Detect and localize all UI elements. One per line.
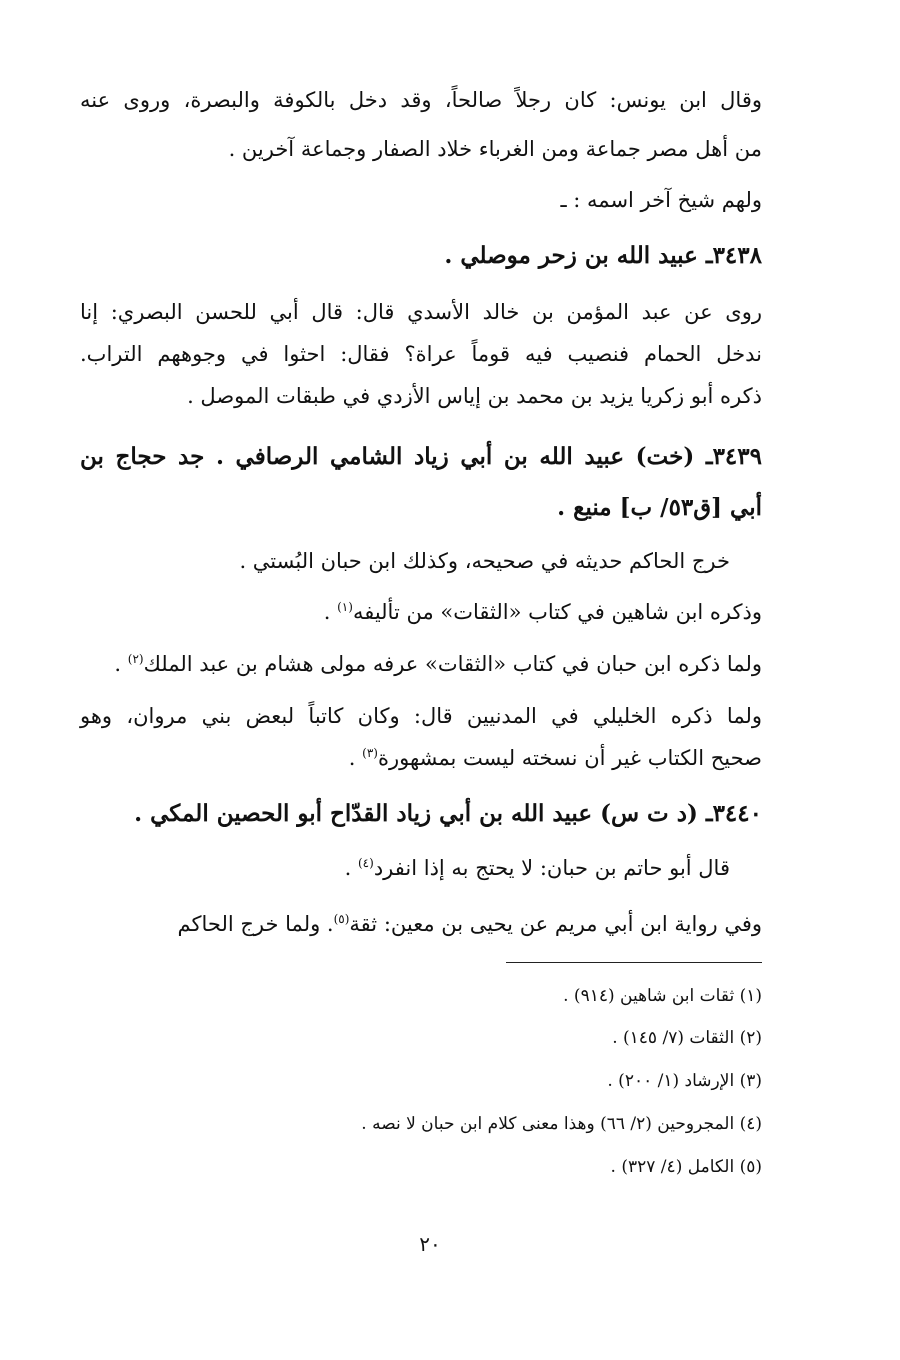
- text-line-12-body: قال أبو حاتم بن حبان: لا يحتج به إذا انفرد: [373, 856, 730, 880]
- footnote-ref-1: (١): [337, 600, 353, 614]
- text-line-9-end: .: [114, 652, 128, 676]
- footnote-ref-3: (٣): [362, 746, 378, 760]
- text-line-12: [80, 852, 730, 884]
- text-line-7: خرج الحاكم حديثه في صحيحه، وكذلك ابن حبان البُستي .: [239, 549, 730, 573]
- text-line-5: ندخل الحمام فنصيب فيه قوماً عراة؟ فقال: احثوا في وجوههم التراب.: [80, 342, 762, 366]
- text-line-10: ولما ذكره الخليلي في المدنيين قال: وكان كاتباً لبعض بني مروان، وهو: [80, 704, 762, 728]
- page-number: ٢٠: [419, 1232, 441, 1256]
- footnote-1: (١) ثقات ابن شاهين (٩١٤) .: [563, 986, 762, 1006]
- text-line-11-body: صحيح الكتاب غير أن نسخته ليست بمشهورة: [377, 746, 762, 770]
- footnote-separator: [506, 962, 762, 963]
- footnote-ref-2: (٢): [127, 652, 144, 666]
- entry-heading-3439-line2: أبي [ق٥٣/ ب] منيع .: [557, 494, 762, 521]
- text-line-13-end: . ولما خرج الحاكم: [177, 912, 334, 936]
- footnote-ref-5: (٥): [333, 912, 350, 926]
- footnote-5: (٥) الكامل (٤/ ٣٢٧) .: [610, 1157, 762, 1177]
- text-line-12-end: .: [344, 856, 358, 880]
- text-line-13-body: وفي رواية ابن أبي مريم عن يحيى بن معين: ثقة: [349, 912, 762, 936]
- entry-heading-3439-line1: ٣٤٣٩ـ (خت) عبيد الله بن أبي زياد الشامي الرصافي . جد حجاج بن: [80, 443, 762, 470]
- footnote-2: (٢) الثقات (٧/ ١٤٥) .: [612, 1028, 762, 1048]
- text-line-9: [80, 648, 762, 680]
- text-line-2: من أهل مصر جماعة ومن الغرباء خلاد الصفار وجماعة آخرين .: [228, 137, 762, 161]
- footnote-ref-4: (٤): [357, 856, 374, 870]
- text-line-11: [80, 742, 762, 774]
- entry-heading-3438: ٣٤٣٨ـ عبيد الله بن زحر موصلي .: [444, 242, 762, 269]
- text-line-8: [80, 596, 762, 628]
- text-line-3: ولهم شيخ آخر اسمه : ـ: [560, 188, 762, 212]
- text-line-8-body: وذكره ابن شاهين في كتاب «الثقات» من تأليفه: [352, 600, 762, 624]
- text-line-11-end: .: [348, 746, 363, 770]
- text-line-9-body: ولما ذكره ابن حبان في كتاب «الثقات» عرفه مولى هشام بن عبد الملك: [143, 652, 762, 676]
- footnote-3: (٣) الإرشاد (١/ ٢٠٠) .: [607, 1071, 762, 1091]
- text-line-6: ذكره أبو زكريا يزيد بن محمد بن إياس الأزدي في طبقات الموصل .: [187, 384, 762, 408]
- text-line-4: روى عن عبد المؤمن بن خالد الأسدي قال: قال أبي للحسن البصري: إنا: [80, 300, 762, 324]
- text-line-1: وقال ابن يونس: كان رجلاً صالحاً، وقد دخل بالكوفة والبصرة، وروى عنه: [80, 88, 762, 112]
- text-line-8-end: .: [323, 600, 338, 624]
- entry-heading-3440: ٣٤٤٠ـ (د ت س) عبيد الله بن أبي زياد القدّاح أبو الحصين المكي .: [134, 800, 762, 827]
- text-line-13: [80, 908, 762, 940]
- footnote-4: (٤) المجروحين (٢/ ٦٦) وهذا معنى كلام ابن حبان لا نصه .: [361, 1114, 762, 1134]
